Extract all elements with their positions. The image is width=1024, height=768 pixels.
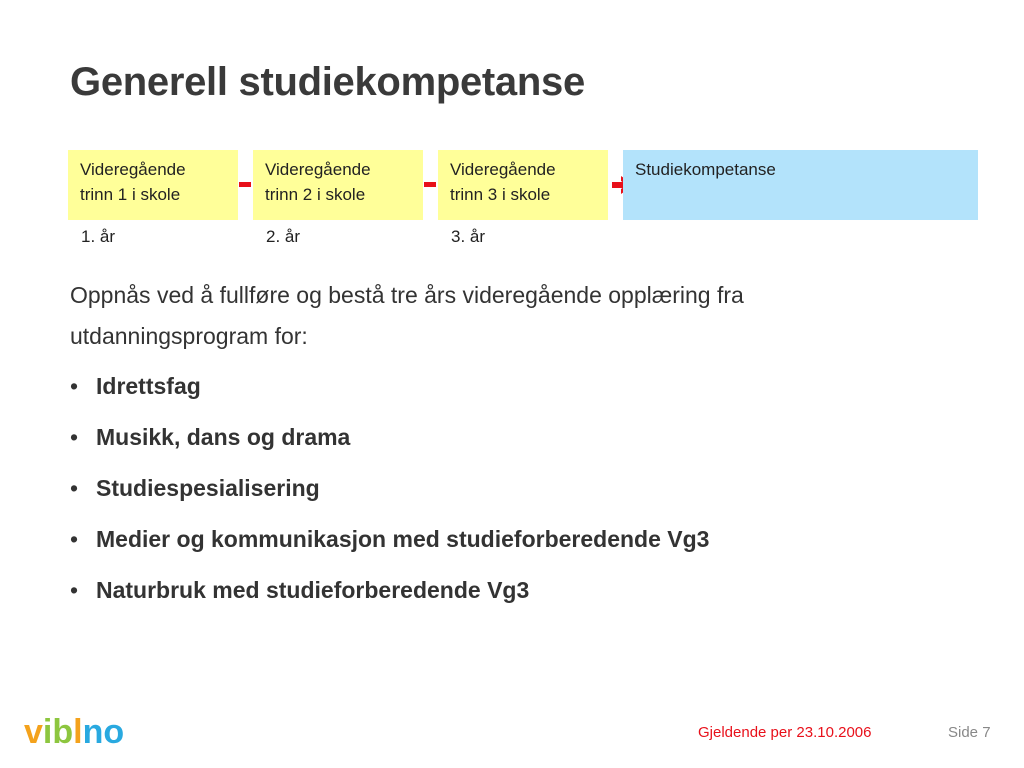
slide-title: Generell studiekompetanse	[70, 60, 585, 104]
bullet-icon: •	[70, 424, 79, 450]
list-item	[70, 417, 709, 468]
bullet-icon: •	[70, 373, 79, 399]
list-item-label: Naturbruk med studieforberedende Vg3	[96, 577, 530, 603]
list-item-label: Studiespesialisering	[96, 475, 320, 501]
year-label-1: 1. år	[81, 227, 116, 246]
intro-text: Oppnås ved å fullføre og bestå tre års videregående opplæring fra utdanningsprogram for:	[70, 282, 744, 349]
logo-letter: v	[24, 713, 43, 751]
step-box-1	[68, 150, 238, 220]
step-3-line2: trinn 3 i skole	[450, 185, 551, 204]
bullet-icon: •	[70, 475, 79, 501]
result-box	[623, 150, 978, 220]
step-2-line2: trinn 2 i skole	[265, 185, 366, 204]
logo-letter: i	[42, 713, 53, 751]
viblio-logo	[24, 712, 124, 752]
result-label: Studiekompetanse	[635, 160, 776, 179]
list-item-label: Medier og kommunikasjon med studieforberedende Vg3	[96, 526, 710, 552]
program-list	[70, 366, 709, 621]
list-item	[70, 468, 709, 519]
logo-letter: n	[82, 713, 104, 751]
list-item-label: Musikk, dans og drama	[96, 424, 351, 450]
step-3-line1: Videregående	[450, 160, 556, 179]
logo-letter: b	[52, 713, 74, 751]
step-1-line1: Videregående	[80, 160, 186, 179]
logo-letter: l	[73, 713, 83, 751]
list-item	[70, 366, 709, 417]
list-item	[70, 570, 709, 621]
footer-date: Gjeldende per 23.10.2006	[698, 724, 872, 741]
step-2-line1: Videregående	[265, 160, 371, 179]
bullet-icon: •	[70, 526, 79, 552]
page-number: Side 7	[948, 724, 991, 741]
list-item	[70, 519, 709, 570]
connector-dash-2	[424, 182, 436, 187]
bullet-icon: •	[70, 577, 79, 603]
logo-letter: o	[103, 713, 125, 751]
list-item-label: Idrettsfag	[96, 373, 201, 399]
step-1-line2: trinn 1 i skole	[80, 185, 181, 204]
step-box-3	[438, 150, 608, 220]
step-box-2	[253, 150, 423, 220]
year-label-3: 3. år	[451, 227, 486, 246]
year-label-2: 2. år	[266, 227, 301, 246]
connector-dash-1	[239, 182, 251, 187]
